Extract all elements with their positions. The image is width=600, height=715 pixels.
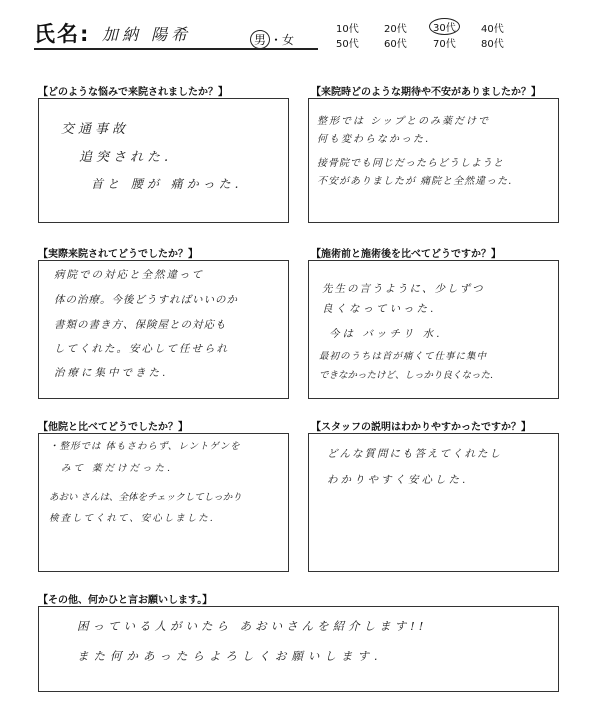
answer-line: 治療に集中できた. bbox=[54, 367, 169, 379]
age-option-50s: 50代 bbox=[336, 39, 359, 50]
section-title-comparison: 【他院と比べてどうでしたか？】 bbox=[38, 422, 188, 433]
section-title-expectation: 【来院時どのような期待や不安がありましたか？】 bbox=[311, 87, 541, 98]
answer-line: 接骨院でも同じだったらどうしようと bbox=[317, 158, 504, 169]
name-label: 氏名: bbox=[34, 22, 91, 46]
answer-line: できなかったけど、しっかり良くなった. bbox=[319, 370, 494, 381]
answer-line: 整形では シップとのみ薬だけで bbox=[317, 116, 490, 127]
gender-female: 女 bbox=[282, 33, 295, 47]
answer-line: また何かあったらよろしくお願いします. bbox=[77, 649, 383, 663]
answer-line: 先生の言うように、少しずつ bbox=[322, 283, 485, 295]
section-title-staff: 【スタッフの説明はわかりやすかったですか？】 bbox=[311, 422, 531, 433]
answer-line: 病院での対応と全然違って bbox=[54, 269, 204, 281]
age-selected-mark: 30代 bbox=[429, 18, 460, 35]
section-title-before-after: 【施術前と施術後を比べてどうですか？】 bbox=[311, 249, 501, 260]
answer-line: 書類の書き方、保険屋との対応も bbox=[54, 319, 227, 331]
answer-line: 困っている人がいたら あおいさんを紹介します!! bbox=[77, 619, 428, 633]
answer-line: 何も変わらなかった. bbox=[317, 134, 431, 145]
answer-line: してくれた。安心して任せられ bbox=[54, 343, 229, 355]
gender-options bbox=[250, 30, 294, 49]
answer-box-comparison bbox=[38, 433, 289, 572]
answer-line: 体の治療。今後どうすればいいのか bbox=[54, 294, 238, 306]
section-title-other: 【その他、何かひと言お願いします。】 bbox=[38, 595, 213, 606]
age-option-80s: 80代 bbox=[481, 39, 504, 50]
age-option-60s: 60代 bbox=[384, 39, 407, 50]
answer-line: わかりやすく安心した. bbox=[327, 474, 469, 486]
answer-line: 今は バッチリ 水. bbox=[329, 328, 443, 340]
answer-line: 交通事故 bbox=[61, 122, 130, 137]
answer-line: 良くなっていった. bbox=[322, 303, 437, 315]
answer-box-other bbox=[38, 606, 559, 692]
answer-line: どんな質問にも答えてくれたし bbox=[327, 448, 502, 460]
gender-male: 男 bbox=[250, 30, 270, 49]
name-value: 加納 陽希 bbox=[102, 25, 192, 44]
answer-box-concern bbox=[38, 98, 289, 223]
answer-line: 検査してくれて、安心しました. bbox=[49, 513, 215, 524]
gender-separator: ・ bbox=[270, 33, 283, 47]
answer-box-actual-visit bbox=[38, 260, 289, 399]
answer-box-staff bbox=[308, 433, 559, 572]
answer-line: あおい さんは、全体をチェックしてしっかり bbox=[49, 492, 242, 503]
answer-line: ・整形では 体もさわらず、レントゲンを bbox=[49, 441, 241, 452]
name-underline bbox=[34, 48, 318, 50]
age-option-30s bbox=[433, 20, 456, 34]
age-option-40s: 40代 bbox=[481, 24, 504, 35]
answer-box-before-after bbox=[308, 260, 559, 399]
answer-line: 追突された. bbox=[79, 150, 173, 165]
section-title-actual-visit: 【実際来院されてどうでしたか？】 bbox=[38, 249, 198, 260]
answer-line: 最初のうちは首が痛くて仕事に集中 bbox=[319, 351, 488, 362]
answer-line: みて 薬だけだった. bbox=[61, 463, 174, 474]
section-title-concern: 【どのような悩みで来院されましたか？】 bbox=[38, 87, 228, 98]
answer-box-expectation bbox=[308, 98, 559, 223]
age-option-70s: 70代 bbox=[433, 39, 456, 50]
age-option-10s: 10代 bbox=[336, 24, 359, 35]
answer-line: 首と 腰が 痛かった. bbox=[91, 177, 243, 191]
answer-line: 不安がありましたが 痛院と全然違った. bbox=[317, 176, 513, 187]
age-option-20s: 20代 bbox=[384, 24, 407, 35]
